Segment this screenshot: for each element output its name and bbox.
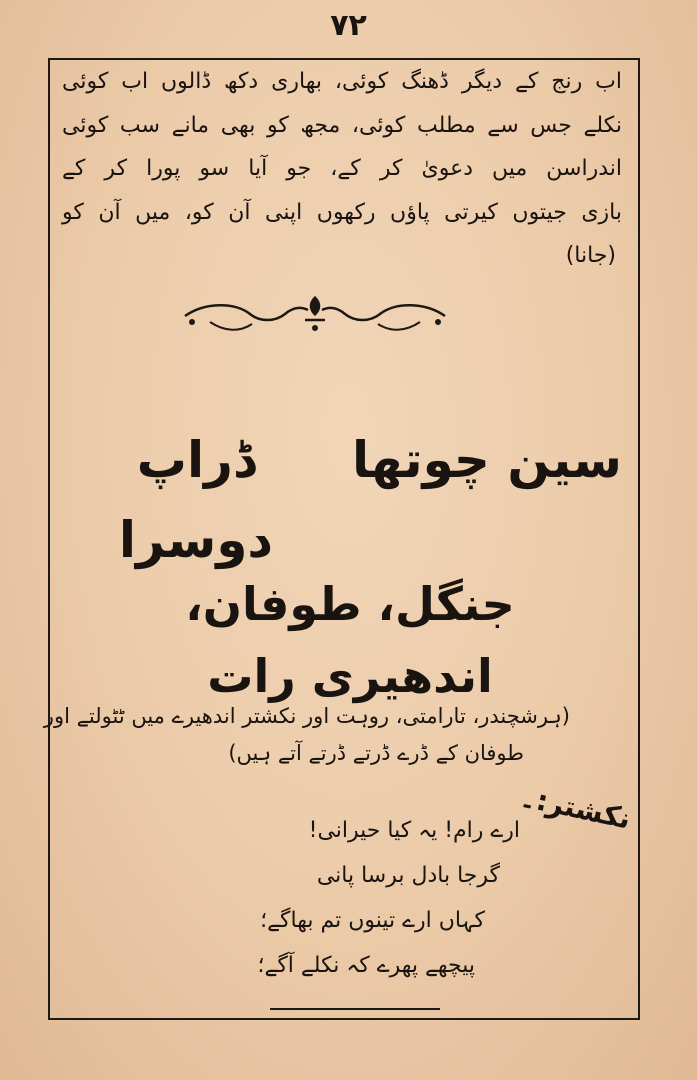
dialogue-line: گرجا بادل برسا پانی: [316, 863, 500, 888]
stage-direction: [43, 698, 570, 772]
verse-block: [62, 60, 622, 278]
exit-direction: (جانا): [565, 243, 616, 268]
scene-heading: سین چوتھا: [352, 431, 622, 489]
stage-direction-line: طوفان کے ڈرے ڈرتے ڈرتے آتے ہیں): [228, 741, 524, 765]
dialogue-line: پیچھے پھرے کہ نکلے آگے؛: [257, 953, 475, 978]
verse-line: اب رنج کے دیگر ڈھنگ کوئی، بھاری دکھ ڈالوں اب کوئی: [62, 69, 622, 94]
scene-setting: جنگل، طوفان، اندھیری رات: [185, 577, 515, 703]
verse-line: نکلے جس سے مطلب کوئی، مجھ کو بھی مانے سب کوئی: [62, 112, 622, 138]
dialogue-line: ارے رام! یہ کیا حیرانی!: [308, 818, 520, 843]
end-rule: [270, 1008, 440, 1010]
dialogue-line: کہاں ارے تینوں تم بھاگے؛: [260, 908, 485, 933]
verse-line: اندراسن میں دعویٰ کر کے، جو آیا سو پورا کر کے: [62, 156, 622, 181]
dialogue-block: [150, 808, 530, 988]
page-number: ۷۲: [330, 8, 367, 43]
act-heading: ڈراپ دوسرا: [118, 431, 274, 569]
stage-direction-line: (ہرشچندر، تارامتی، روہت اور نکشتر اندھیرے میں ٹٹولتے اور: [43, 704, 570, 728]
flourish-ornament: [180, 292, 450, 338]
speaker-name: نکشتر:۔: [517, 780, 634, 836]
verse-line: بازی جیتوں کیرتی پاؤں رکھوں اپنی آن کو، میں آن کو: [62, 199, 622, 225]
